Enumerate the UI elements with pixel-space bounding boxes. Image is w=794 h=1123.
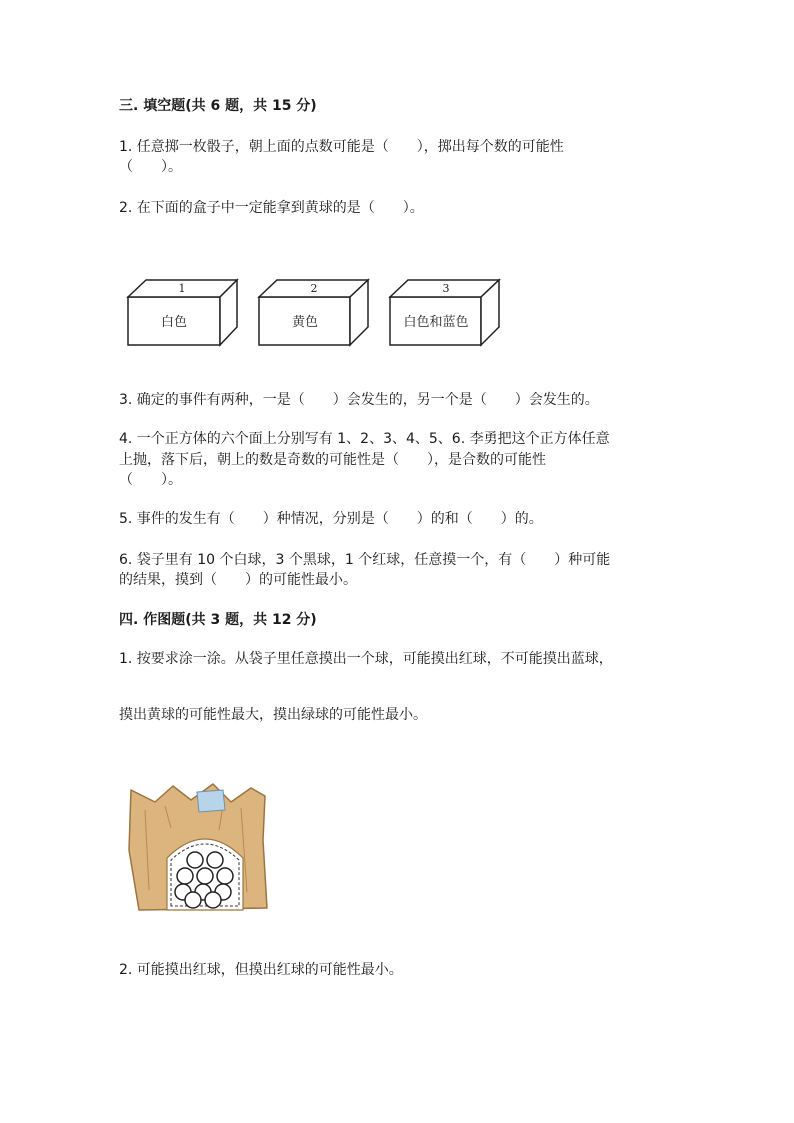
question-1-line-1: 1. 任意掷一枚骰子，朝上面的点数可能是（ ），掷出每个数的可能性 xyxy=(119,139,564,155)
section-3-heading: 三. 填空题(共 6 题，共 15 分) xyxy=(119,98,317,114)
question-6-line-1: 6. 袋子里有 10 个白球，3 个黑球，1 个红球，任意摸一个，有（ ）种可能 xyxy=(119,552,611,568)
ball xyxy=(177,868,193,884)
ball xyxy=(185,892,201,908)
box-1 xyxy=(128,280,237,345)
ball xyxy=(205,892,221,908)
drawing-question-2-line-1: 2. 可能摸出红球，但摸出红球的可能性最小。 xyxy=(119,962,403,978)
box-3-label: 白色和蓝色 xyxy=(403,315,469,330)
box-1-label: 白色 xyxy=(160,315,188,330)
box-2-number: 2 xyxy=(310,282,318,295)
question-6-line-2: 的结果，摸到（ ）的可能性最小。 xyxy=(119,572,357,588)
question-4-line-1: 4. 一个正方体的六个面上分别写有 1、2、3、4、5、6. 李勇把这个正方体任意 xyxy=(119,431,610,447)
section-4-heading: 四. 作图题(共 3 题，共 12 分) xyxy=(119,612,317,628)
box-3-number: 3 xyxy=(442,282,450,295)
box-2-label: 黄色 xyxy=(291,315,319,330)
ball xyxy=(197,868,213,884)
paper-bag-illustration xyxy=(125,780,270,920)
question-3-line-1: 3. 确定的事件有两种，一是（ ）会发生的，另一个是（ ）会发生的。 xyxy=(119,392,599,408)
question-4-line-2: 上抛，落下后，朝上的数是奇数的可能性是（ ），是合数的可能性 xyxy=(119,452,546,468)
box-figure xyxy=(120,272,520,362)
question-1-line-2: （ ）。 xyxy=(119,159,182,175)
box-3 xyxy=(390,280,499,345)
ball xyxy=(187,852,203,868)
box-1-number: 1 xyxy=(178,282,186,295)
ball xyxy=(217,868,233,884)
question-2-line-1: 2. 在下面的盒子中一定能拿到黄球的是（ ）。 xyxy=(119,200,424,216)
ball xyxy=(207,852,223,868)
drawing-question-1-line-2: 摸出黄球的可能性最大，摸出绿球的可能性最小。 xyxy=(119,707,427,723)
box-2 xyxy=(259,280,368,345)
question-4-line-3: （ ）。 xyxy=(119,472,182,488)
question-5-line-1: 5. 事件的发生有（ ）种情况，分别是（ ）的和（ ）的。 xyxy=(119,511,543,527)
drawing-question-1-line-1: 1. 按要求涂一涂。从袋子里任意摸出一个球，可能摸出红球，不可能摸出蓝球， xyxy=(119,651,613,667)
